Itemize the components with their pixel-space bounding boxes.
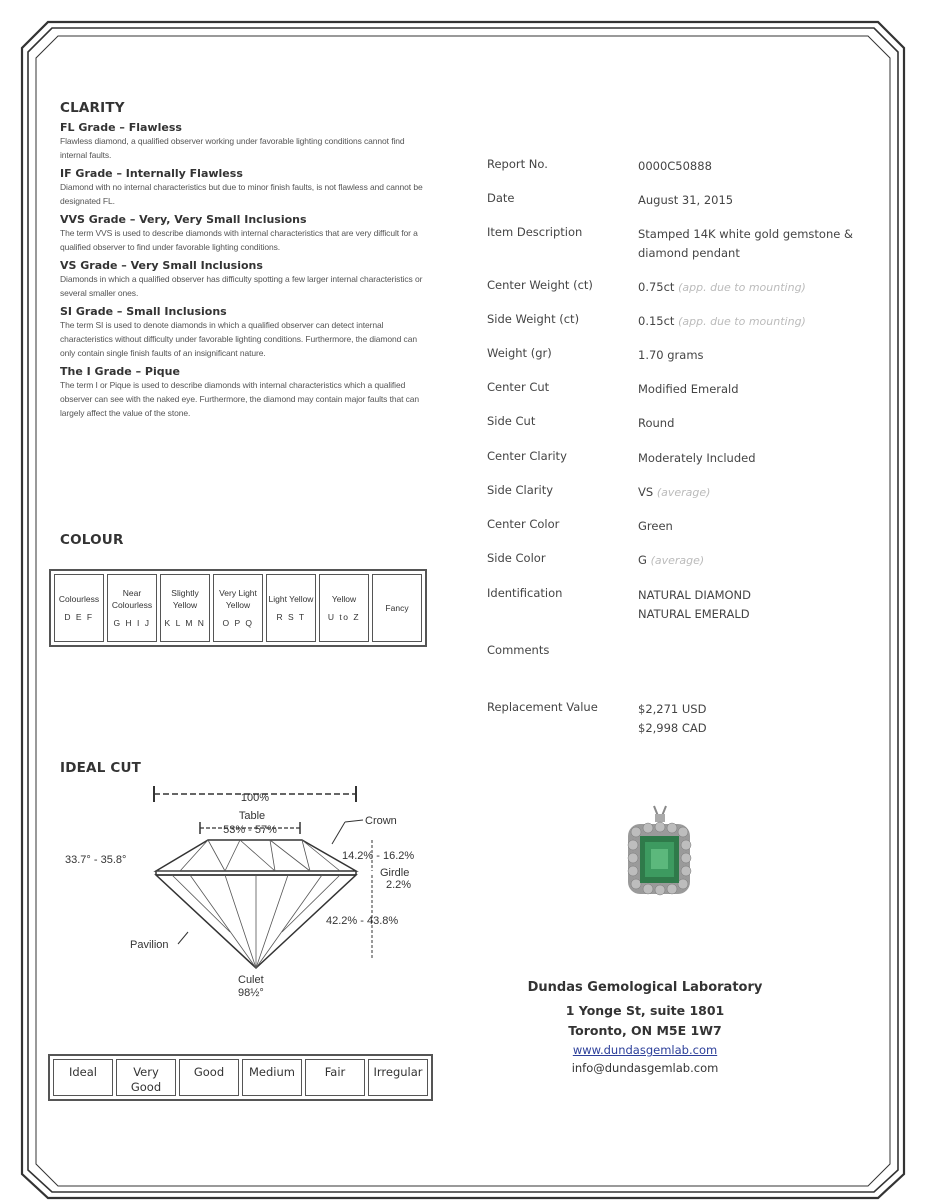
report-value-hint: (average) [656, 486, 711, 499]
colour-cell-label: Yellow [331, 594, 357, 604]
colour-cell-label: Slightly Yellow [171, 588, 199, 610]
report-value-text: August 31, 2015 [638, 193, 734, 207]
report-value [638, 312, 888, 331]
colour-cell [372, 574, 422, 642]
report-value [638, 586, 888, 624]
report-value [638, 157, 888, 176]
report-value-text: VS [638, 485, 654, 499]
diagram-table-range: 53% - 57% [223, 824, 277, 836]
cut-grade-cell: Ideal [53, 1059, 113, 1096]
report-label: Side Color [487, 551, 546, 565]
report-label: Side Cut [487, 414, 536, 428]
colour-cell-code: G H I J [113, 618, 151, 628]
report-label: Replacement Value [487, 700, 598, 714]
lab-email[interactable]: info@dundasgemlab.com [571, 1061, 719, 1075]
report-value [638, 414, 888, 433]
diagram-crown-label: Crown [365, 815, 397, 827]
diagram-crown-height: 14.2% - 16.2% [342, 850, 415, 862]
diagram-pavilion-depth: 42.2% - 43.8% [326, 915, 399, 927]
clarity-grade-description: Diamond with no internal characteristics but due to minor finish faults, is not flawless and cannot be designated FL. [60, 182, 423, 206]
clarity-grade-title: VS Grade – Very Small Inclusions [60, 259, 263, 272]
diamond-proportions-diagram [60, 782, 440, 1007]
colour-cell-label: Light Yellow [268, 594, 314, 604]
report-value-text: $2,271 USD $2,998 CAD [638, 702, 707, 735]
clarity-grade-title: SI Grade – Small Inclusions [60, 305, 227, 318]
report-value [638, 278, 888, 297]
clarity-section [60, 100, 430, 420]
diagram-crown-angle: 33.7° - 35.8° [65, 854, 127, 866]
report-label: Side Clarity [487, 483, 554, 497]
colour-title: COLOUR [60, 532, 124, 548]
colour-cell [54, 574, 104, 642]
colour-cell [213, 574, 263, 642]
report-value [638, 225, 888, 263]
diagram-width-label: 100% [240, 792, 270, 804]
cut-grade-cell: Very Good [116, 1059, 176, 1096]
clarity-grade-description: The term VVS is used to describe diamonds with internal characteristics that are very difficult for a qualified observer to find under favorable lighting conditions. [60, 228, 418, 252]
report-label: Center Weight (ct) [487, 278, 593, 292]
report-label: Identification [487, 586, 563, 600]
report-label: Comments [487, 643, 550, 657]
lab-info [480, 980, 810, 1075]
report-value-text: Modified Emerald [638, 382, 739, 396]
clarity-grade-title: IF Grade – Internally Flawless [60, 167, 243, 180]
report-label: Report No. [487, 157, 548, 171]
clarity-grade-title: VVS Grade – Very, Very Small Inclusions [60, 213, 307, 226]
colour-cell-label: Near Colourless [111, 588, 153, 610]
colour-cell [160, 574, 210, 642]
colour-cell-code: K L M N [164, 618, 206, 628]
clarity-grade-description: Flawless diamond, a qualified observer working under favorable lighting conditions cannot find internal faults. [60, 136, 405, 160]
lab-name: Dundas Gemological Laboratory [527, 980, 763, 995]
report-value [638, 551, 888, 570]
report-value-text: Green [638, 519, 673, 533]
colour-cell-code: O P Q [222, 618, 254, 628]
clarity-title: CLARITY [60, 100, 125, 116]
clarity-grade-title: The I Grade – Pique [60, 365, 180, 378]
colour-cell-code: R S T [276, 612, 306, 622]
report-label: Center Clarity [487, 449, 567, 463]
clarity-grade-list [60, 121, 430, 420]
lab-city: Toronto, ON M5E 1W7 [568, 1023, 722, 1038]
colour-cell-label: Very Light Yellow [219, 588, 257, 610]
report-value-text: Stamped 14K white gold gemstone & diamond pendant [638, 227, 853, 260]
report-value-text: 0000C50888 [638, 159, 712, 173]
report-value-text: Round [638, 416, 675, 430]
clarity-grade-description: The term I or Pique is used to describe diamonds with internal characteristics which a qualified observer can see with the naked eye. Furthermore, the diamond may contain major faults that can largely affect the value of the stone. [60, 380, 420, 418]
report-label: Center Cut [487, 380, 550, 394]
report-value [638, 517, 888, 536]
diagram-culet-label: Culet [238, 974, 264, 986]
colour-cell-label: Colourless [58, 594, 100, 604]
report-value-hint: (app. due to mounting) [678, 281, 806, 294]
cut-grade-cell: Irregular [368, 1059, 428, 1096]
colour-cell-label: Fancy [385, 603, 409, 613]
report-value-text: G [638, 553, 647, 567]
colour-cell [266, 574, 316, 642]
report-value-text: 0.75ct [638, 280, 675, 294]
colour-cell [107, 574, 157, 642]
cut-grade-table [48, 1054, 433, 1101]
diagram-table-label: Table [238, 810, 266, 822]
report-value-text: 1.70 grams [638, 348, 704, 362]
report-label: Center Color [487, 517, 560, 531]
report-value-text: NATURAL DIAMOND NATURAL EMERALD [638, 588, 752, 621]
report-label: Side Weight (ct) [487, 312, 580, 326]
clarity-grade-description: The term SI is used to denote diamonds in which a qualified observer can detect internal characteristics without difficulty under favorable lighting conditions. Furthermore, the diamond can only contain single finish faults of an insignificant nature. [60, 320, 417, 358]
report-label: Weight (gr) [487, 346, 552, 360]
diagram-girdle-pct: 2.2% [386, 879, 412, 891]
pendant-photo [608, 800, 718, 910]
cut-grade-cell: Fair [305, 1059, 365, 1096]
report-value [638, 346, 888, 365]
report-value-text: 0.15ct [638, 314, 675, 328]
report-value-hint: (app. due to mounting) [678, 315, 806, 328]
report-value [638, 449, 888, 468]
report-label: Item Description [487, 225, 583, 239]
report-value-hint: (average) [650, 554, 705, 567]
report-value [638, 380, 888, 399]
ideal-cut-title: IDEAL CUT [60, 760, 142, 776]
report-value [638, 700, 888, 738]
lab-address: 1 Yonge St, suite 1801 [565, 1003, 725, 1018]
cut-grade-cell: Medium [242, 1059, 302, 1096]
colour-cell-code: D E F [64, 612, 94, 622]
clarity-grade-description: Diamonds in which a qualified observer has difficulty spotting a few larger internal characteristics or several smaller ones. [60, 274, 423, 298]
report-value [638, 483, 888, 502]
clarity-grade-title: FL Grade – Flawless [60, 121, 182, 134]
report-value [638, 191, 888, 210]
report-value-text: Moderately Included [638, 451, 756, 465]
colour-cell [319, 574, 369, 642]
report-label: Date [487, 191, 515, 205]
cut-grade-cell: Good [179, 1059, 239, 1096]
diagram-pavilion-label: Pavilion [130, 939, 169, 951]
lab-website-link[interactable]: www.dundasgemlab.com [572, 1043, 718, 1057]
diagram-culet-angle: 98½° [238, 987, 264, 999]
colour-scale-table [49, 569, 427, 647]
colour-cell-code: U to Z [327, 612, 361, 622]
diagram-girdle-label: Girdle [380, 867, 410, 879]
